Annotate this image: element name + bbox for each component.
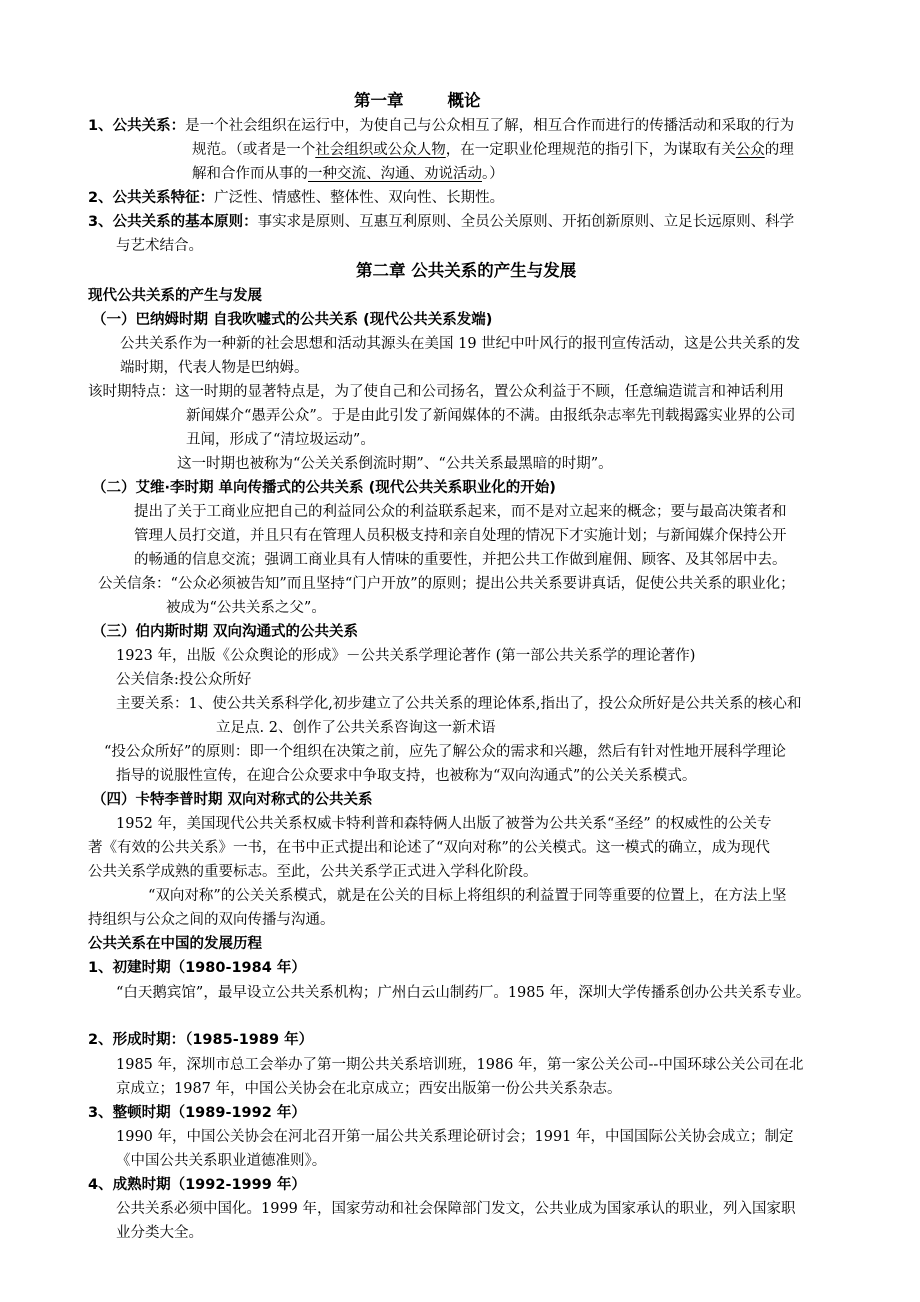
period-1-features: 新闻媒介“愚弄公众”。于是由此引发了新闻媒体的不满。由报纸杂志率先刊载揭露实业界的公司 <box>186 408 796 424</box>
definition-line-2: 规范。（或者是一个社会组织或公众人物，在一定职业伦理规范的指引下，为谋取有关公众的理 <box>192 142 794 158</box>
period-1-features: 该时期特点：这一时期的显著特点是，为了使自己和公司扬名，置公众利益于不顾，任意编造谎言和神话利用 <box>88 384 784 400</box>
underlined-term: 一种交流、沟通、劝说活动 <box>308 166 482 182</box>
definition-line-3: 解和合作而从事的一种交流、沟通、劝说活动。） <box>192 166 504 182</box>
china-stage-3-text: 《中国公共关系职业道德准则》。 <box>116 1153 327 1169</box>
period-3-text: 公关信条:投公众所好 <box>116 672 252 688</box>
principles-label: 3、公共关系的基本原则： <box>88 214 258 230</box>
period-4-text: 著《有效的公共关系》一书，在书中正式提出和论述了“双向对称”的公关模式。这一模式的确立，成为现代 <box>88 840 770 856</box>
period-2-creed: 公关信条：“公众必须被告知”而且坚持“门户开放”的原则；提出公共关系要讲真话，促使公共关系的职业化； <box>98 576 795 592</box>
china-stage-2-text: 京成立；1987 年，中国公关协会在北京成立；西安出版第一份公共关系杂志。 <box>116 1081 622 1097</box>
period-2-heading: （二）艾维·李时期 单向传播式的公共关系 (现代公共关系职业化的开始) <box>92 480 556 496</box>
features-line: 2、公共关系特征：广泛性、情感性、整体性、双向性、长期性。 <box>88 190 505 206</box>
china-heading: 公共关系在中国的发展历程 <box>88 936 262 952</box>
period-3-text: “投公众所好”的原则：即一个组织在决策之前，应先了解公众的需求和兴趣，然后有针对性地开展科学理论 <box>104 744 786 760</box>
period-1-heading: （一）巴纳姆时期 自我吹嘘式的公共关系 (现代公共关系发端) <box>92 312 493 328</box>
underlined-term: 公众 <box>735 142 765 158</box>
period-2-creed: 被成为“公共关系之父”。 <box>166 600 326 616</box>
period-1-text: 端时期，代表人物是巴纳姆。 <box>120 360 309 376</box>
china-stage-2-text: 1985 年，深圳市总工会举办了第一期公共关系培训班，1986 年，第一家公关公司--中国环球公关公司在北 <box>116 1057 804 1073</box>
definition-line-1: 1、公共关系：是一个社会组织在运行中，为使自己与公众相互了解，相互合作而进行的传播活动和采取的行为 <box>88 118 795 134</box>
chapter-1-name: 概论 <box>447 91 481 110</box>
period-3-text: 主要关系：1、使公共关系科学化,初步建立了公共关系的理论体系,指出了，投公众所好是公共关系的核心和 <box>116 696 802 712</box>
period-2-text: 提出了关于工商业应把自己的利益同公众的利益联系起来，而不是对立起来的概念；要与最高决策者和 <box>134 504 787 520</box>
period-4-text: “双向对称”的公关关系模式，就是在公关的目标上将组织的利益置于同等重要的位置上，在方法上坚 <box>148 888 787 904</box>
period-1-features: 这一时期也被称为“公关关系倒流时期”、“公共关系最黑暗的时期”。 <box>177 456 613 472</box>
period-4-text: 持组织与公众之间的双向传播与沟通。 <box>88 912 335 928</box>
principles-line-2: 与艺术结合。 <box>116 238 203 254</box>
period-2-text: 的畅通的信息交流；强调工商业具有人情味的重要性，并把公共工作做到雇佣、顾客、及其邻居中去。 <box>134 552 787 568</box>
china-stage-2-heading: 2、形成时期：（1985-1989 年） <box>88 1032 314 1048</box>
china-stage-4-text: 公共关系必须中国化。1999 年，国家劳动和社会保障部门发文，公共业成为国家承认的职业，列入国家职 <box>116 1201 796 1217</box>
period-1-text: 公共关系作为一种新的社会思想和活动其源头在美国 19 世纪中叶风行的报刊宣传活动，这是公共关系的发 <box>120 336 801 352</box>
china-stage-1-text: “白天鹅宾馆”，最早设立公共关系机构；广州白云山制药厂。1985 年，深圳大学传播系创办公共关系专业。 <box>116 985 811 1001</box>
period-3-text: 1923 年，出版《公众舆论的形成》－公共关系学理论著作 (第一部公共关系学的理论著作) <box>116 648 696 664</box>
period-2-text: 管理人员打交道，并且只有在管理人员积极支持和亲自处理的情况下才实施计划；与新闻媒介保持公开 <box>134 528 787 544</box>
period-3-text: 立足点. 2、创作了公共关系咨询这一新术语 <box>216 720 496 736</box>
period-3-text: 指导的说服性宣传，在迎合公众要求中争取支持，也被称为“双向沟通式”的公关关系模式。 <box>116 768 697 784</box>
period-4-text: 1952 年，美国现代公共关系权威卡特利普和森特俩人出版了被誉为公共关系“圣经” 的权威性的公关专 <box>116 816 772 832</box>
modern-heading: 现代公共关系的产生与发展 <box>88 288 262 304</box>
china-stage-3-text: 1990 年，中国公关协会在河北召开第一届公共关系理论研讨会；1991 年，中国国际公关协会成立；制定 <box>116 1129 794 1145</box>
china-stage-1-heading: 1、初建时期（1980-1984 年） <box>88 960 306 976</box>
china-stage-4-heading: 4、成熟时期（1992-1999 年） <box>88 1177 306 1193</box>
period-1-features: 丑闻，形成了“清垃圾运动”。 <box>186 432 375 448</box>
china-stage-4-text: 业分类大全。 <box>116 1225 203 1241</box>
chapter-2-title: 第二章 公共关系的产生与发展 <box>356 261 577 280</box>
underlined-term: 社会组织或公众人物 <box>315 142 446 158</box>
period-4-text: 公共关系学成熟的重要标志。至此，公共关系学正式进入学科化阶段。 <box>88 864 538 880</box>
definition-label: 1、公共关系： <box>88 118 186 134</box>
principles-line-1: 3、公共关系的基本原则：事实求是原则、互惠互利原则、全员公关原则、开拓创新原则、立足长远原则、科学 <box>88 214 795 230</box>
china-stage-3-heading: 3、整顿时期（1989-1992 年） <box>88 1105 306 1121</box>
chapter-1-title <box>354 91 481 111</box>
features-label: 2、公共关系特征： <box>88 190 215 206</box>
period-3-heading: （三）伯内斯时期 双向沟通式的公共关系 <box>92 624 359 640</box>
period-4-heading: （四）卡特李普时期 双向对称式的公共关系 <box>92 792 373 808</box>
chapter-1-number: 第一章 <box>354 91 404 110</box>
